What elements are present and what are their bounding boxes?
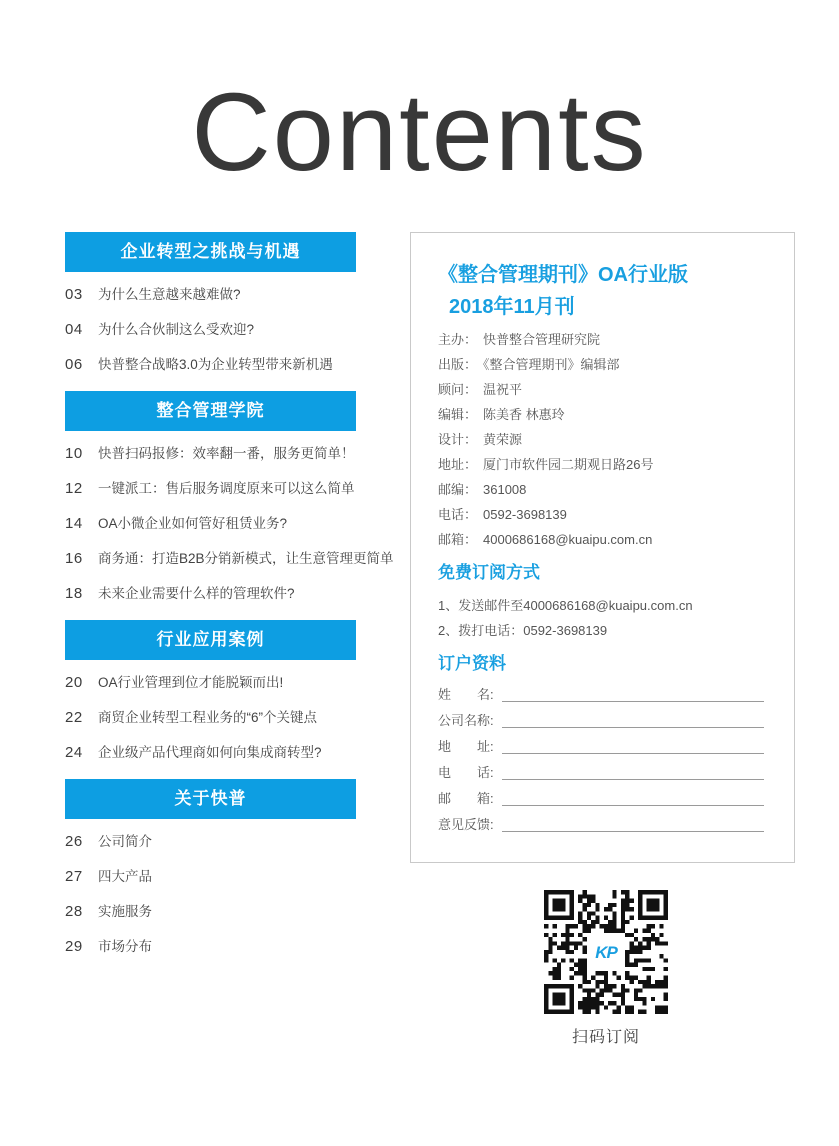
detail-label: 主办： [438,332,478,347]
form-blank-line [502,820,764,832]
toc-item-page-number: 29 [65,938,83,955]
form-blank-line [502,716,764,728]
form-row [438,818,764,832]
detail-value: 温祝平 [483,382,523,397]
form-row [438,714,764,728]
detail-row [438,383,764,397]
toc-item-title: 未来企业需要什么样的管理软件? [98,586,295,601]
toc-item-title: 快普整合战略3.0为企业转型带来新机遇 [98,357,333,372]
journal-title: 《整合管理期刊》OA行业版 [438,264,688,286]
kp-logo [587,933,625,971]
toc-item-page-number: 27 [65,868,83,885]
toc-item-title: 市场分布 [98,939,152,954]
detail-row [438,358,764,372]
toc-item [65,585,356,602]
form-blank-line [502,794,764,806]
toc-item-title: 为什么生意越来越难做? [98,287,241,302]
toc-item-title: 快普扫码报修：效率翻一番，服务更简单！ [98,446,355,461]
form-row [438,688,764,702]
toc-item-title: 商贸企业转型工程业务的“6”个关键点 [98,710,317,725]
toc-item [65,515,356,532]
detail-label: 编辑： [438,407,478,422]
toc-item-page-number: 14 [65,515,83,532]
toc-item [65,550,394,567]
detail-value: 4000686168@kuaipu.com.cn [483,532,653,547]
detail-row [438,408,764,422]
publication-details [438,333,764,547]
detail-row [438,533,764,547]
form-label: 姓 名: [438,687,494,702]
detail-row [438,483,764,497]
toc-item-page-number: 04 [65,321,83,338]
toc-item-title: OA小微企业如何管好租赁业务? [98,516,288,531]
subscribe-method: 1、发送邮件至4000686168@kuaipu.com.cn [438,598,693,613]
page-title: Contents [191,71,648,194]
toc-item-title: OA行业管理到位才能脱颖而出! [98,675,284,690]
form-blank-line [502,768,764,780]
detail-label: 地址： [438,457,478,472]
detail-label: 出版： [438,357,478,372]
subscribe-heading: 免费订阅方式 [438,563,540,582]
toc-item-page-number: 24 [65,744,83,761]
toc-item [65,286,356,303]
toc-item-page-number: 22 [65,709,83,726]
detail-row [438,333,764,347]
toc-item-page-number: 18 [65,585,83,602]
toc-section-header: 关于快普 [65,779,356,819]
toc-item [65,938,356,955]
toc-item [65,833,356,850]
subscribe-method: 2、拨打电话：0592-3698139 [438,623,608,638]
toc-item [65,674,356,691]
form-label: 地 址: [438,739,494,754]
detail-row [438,433,764,447]
toc-item [65,868,356,885]
subscriber-form [438,688,764,832]
detail-value: 陈美香 林惠玲 [483,407,565,422]
detail-label: 邮编： [438,482,478,497]
toc-section-header: 整合管理学院 [65,391,356,431]
detail-value: 《整合管理期刊》编辑部 [483,357,620,372]
detail-label: 设计： [438,432,478,447]
form-label: 公司名称: [438,713,494,728]
detail-label: 顾问： [438,382,478,397]
detail-row [438,508,764,522]
detail-value: 快普整合管理研究院 [483,332,601,347]
toc-item-page-number: 20 [65,674,83,691]
toc-item [65,445,356,462]
detail-label: 邮箱： [438,532,478,547]
toc-section-header: 行业应用案例 [65,620,356,660]
detail-value: 0592-3698139 [483,507,567,522]
form-label: 意见反馈: [438,817,494,832]
detail-label: 电话： [438,507,478,522]
toc-item [65,321,356,338]
toc-item-page-number: 16 [65,550,83,567]
toc-item-title: 实施服务 [98,904,152,919]
kp-logo-text: KP [595,942,617,962]
toc-section-header: 企业转型之挑战与机遇 [65,232,356,272]
toc-item [65,744,356,761]
subscriber-form-heading: 订户资料 [438,654,506,673]
toc-item [65,903,356,920]
form-blank-line [502,742,764,754]
form-label: 邮 箱: [438,791,494,806]
table-of-contents [65,232,394,973]
toc-item-page-number: 28 [65,903,83,920]
toc-item-title: 一键派工：售后服务调度原来可以这么简单 [98,481,355,496]
toc-item-page-number: 12 [65,480,83,497]
toc-item-page-number: 26 [65,833,83,850]
detail-value: 黄荣源 [483,432,523,447]
toc-item-title: 为什么合伙制这么受欢迎? [98,322,255,337]
toc-item-page-number: 03 [65,286,83,303]
publication-info-panel [410,232,795,863]
detail-value: 361008 [483,482,527,497]
detail-value: 厦门市软件园二期观日路26号 [483,457,654,472]
toc-item [65,709,356,726]
detail-row [438,458,764,472]
form-row [438,740,764,754]
subscribe-methods [438,599,764,638]
form-label: 电 话: [438,765,494,780]
form-blank-line [502,690,764,702]
toc-item-title: 商务通：打造B2B分销新模式，让生意管理更简单 [98,551,394,566]
qr-code [544,890,668,1014]
toc-item-title: 企业级产品代理商如何向集成商转型? [98,745,322,760]
qr-caption: 扫码订阅 [571,1029,640,1046]
toc-item [65,356,356,373]
toc-item-page-number: 10 [65,445,83,462]
journal-issue: 2018年11月刊 [449,296,575,318]
qr-block [540,890,672,1047]
form-row [438,766,764,780]
toc-item-title: 公司简介 [98,834,152,849]
toc-item-title: 四大产品 [98,869,152,884]
toc-item [65,480,356,497]
toc-item-page-number: 06 [65,356,83,373]
form-row [438,792,764,806]
